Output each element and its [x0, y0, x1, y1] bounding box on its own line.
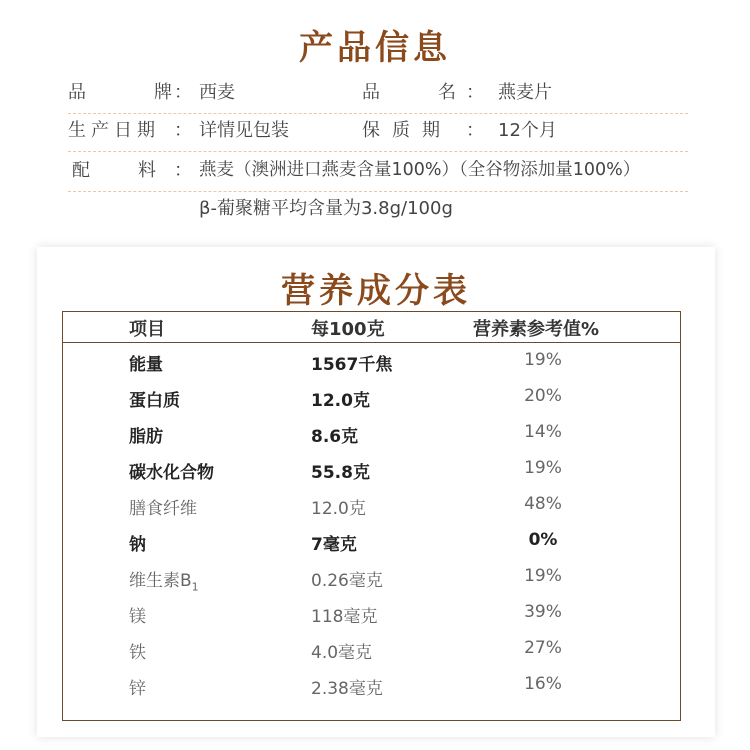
production-date-label: 生产日期	[68, 120, 160, 141]
brand-label	[68, 78, 172, 104]
row-nrv: 20%	[524, 386, 562, 406]
table-row	[63, 350, 680, 386]
ingredients-value: 燕麦（澳洲进口燕麦含量100%）（全谷物添加量100%）	[199, 160, 641, 180]
row-nrv: 0%	[528, 530, 558, 550]
row-amount: 8.6克	[311, 427, 359, 447]
row-item	[129, 566, 199, 593]
row-item: 膳食纤维	[129, 499, 197, 519]
dashed-divider	[68, 113, 688, 114]
table-row	[63, 602, 680, 638]
table-row	[63, 566, 680, 602]
table-row	[63, 422, 680, 458]
beta-glucan-text: β-葡聚糖平均含量为3.8g/100g	[199, 198, 453, 219]
product-name-value: 燕麦片	[498, 82, 552, 103]
info-row-dates	[68, 116, 688, 152]
row-nrv: 39%	[524, 602, 562, 622]
row-amount: 12.0克	[311, 391, 370, 411]
table-row	[63, 494, 680, 530]
row-item-subscript: 1	[191, 580, 199, 594]
row-item: 铁	[129, 643, 146, 663]
info-row-beta-glucan	[68, 194, 688, 230]
dashed-divider	[68, 151, 688, 152]
row-item: 蛋白质	[129, 391, 180, 411]
row-amount: 1567千焦	[311, 355, 393, 375]
row-item: 碳水化合物	[129, 463, 214, 483]
row-item: 脂肪	[129, 427, 163, 447]
table-row	[63, 674, 680, 710]
row-item: 能量	[129, 355, 163, 375]
production-date-colon: ：	[174, 120, 192, 141]
brand-label-char2: 牌	[154, 82, 172, 103]
table-row	[63, 638, 680, 674]
row-amount: 12.0克	[311, 499, 366, 519]
row-nrv: 19%	[524, 350, 562, 370]
shelf-life-label: 保质期	[362, 120, 452, 141]
row-amount: 4.0毫克	[311, 643, 373, 663]
row-amount: 7毫克	[311, 535, 357, 555]
nutrition-title: 营养成分表	[281, 271, 471, 311]
shelf-life-value: 12个月	[498, 120, 557, 141]
ingredients-label-char1: 配	[72, 160, 90, 181]
row-item-text: 维生素B	[129, 571, 192, 591]
header-nrv: 营养素参考值%	[473, 319, 600, 340]
row-item: 钠	[129, 535, 146, 555]
row-nrv: 19%	[524, 566, 562, 586]
info-row-ingredients	[68, 156, 688, 192]
ingredients-label-char2: 料	[138, 160, 156, 181]
row-item: 锌	[129, 679, 146, 699]
brand-value: 西麦	[199, 82, 235, 103]
row-amount: 55.8克	[311, 463, 370, 483]
ingredients-label	[72, 156, 156, 182]
table-header	[63, 312, 680, 343]
row-nrv: 48%	[524, 494, 562, 514]
row-nrv: 19%	[524, 458, 562, 478]
row-nrv: 27%	[524, 638, 562, 658]
row-nrv: 16%	[524, 674, 562, 694]
nutrition-panel	[37, 247, 715, 737]
header-item: 项目	[129, 319, 165, 340]
row-amount: 2.38毫克	[311, 679, 383, 699]
brand-label-char1: 品	[68, 82, 86, 103]
info-row-brand	[68, 78, 688, 114]
row-item: 镁	[129, 607, 146, 627]
row-nrv: 14%	[524, 422, 562, 442]
brand-colon: ：	[174, 82, 192, 103]
product-name-label-char2: 名	[438, 82, 456, 103]
ingredients-colon: ：	[174, 160, 192, 181]
table-row	[63, 458, 680, 494]
product-name-colon: ：	[466, 82, 484, 103]
table-row	[63, 386, 680, 422]
shelf-life-colon: ：	[466, 120, 484, 141]
product-name-label-char1: 品	[362, 82, 380, 103]
header-per-100g: 每100克	[311, 319, 385, 340]
dashed-divider	[68, 191, 688, 192]
product-info-title: 产品信息	[299, 28, 451, 68]
product-name-label	[362, 78, 456, 104]
row-amount: 118毫克	[311, 607, 378, 627]
nutrition-table	[62, 311, 681, 721]
table-row	[63, 530, 680, 566]
production-date-value: 详情见包装	[199, 120, 289, 141]
row-amount: 0.26毫克	[311, 571, 383, 591]
